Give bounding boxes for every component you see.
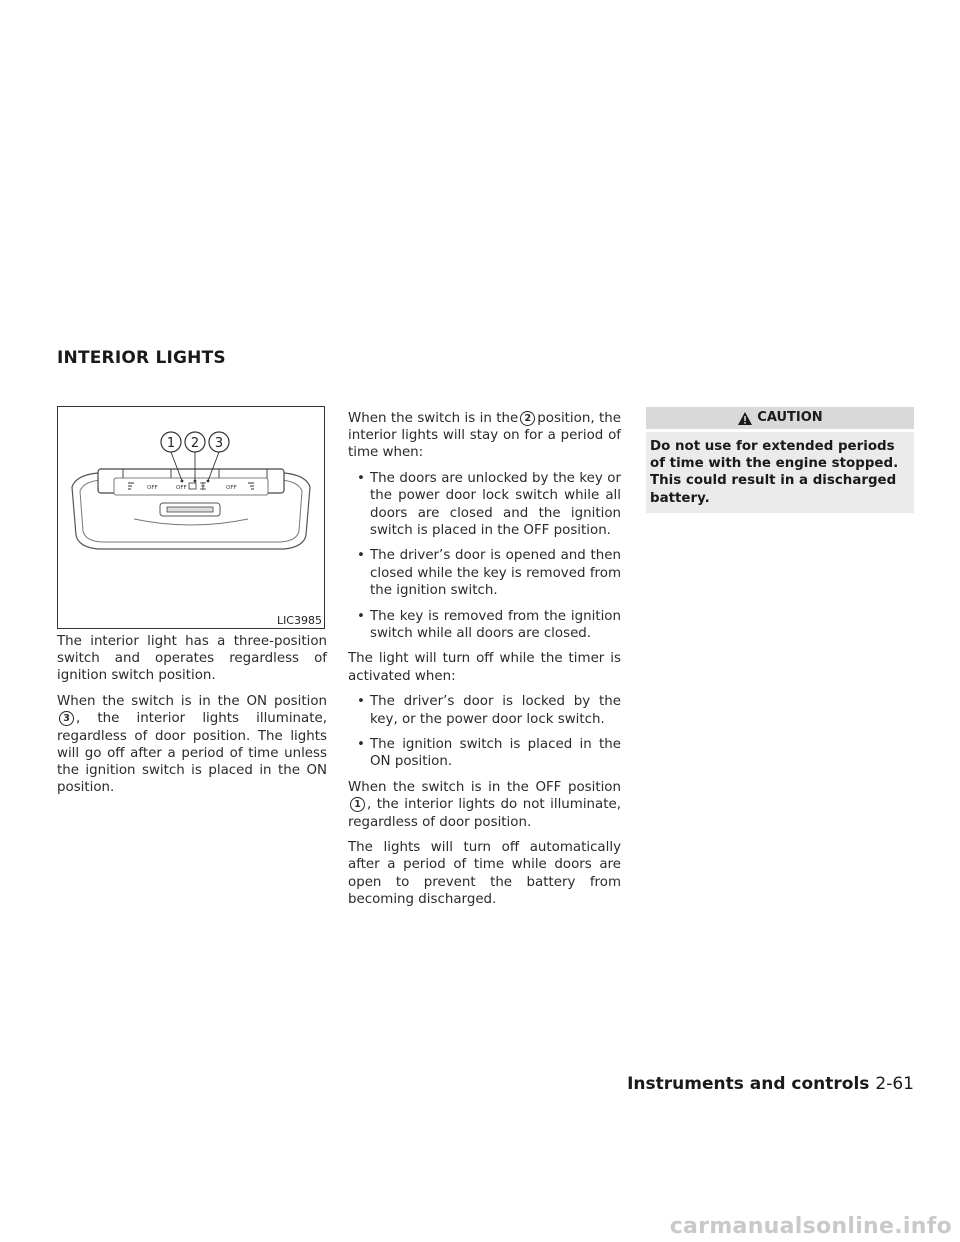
callout-number-badge: 2 <box>520 411 535 426</box>
callout-3: 3 <box>214 436 224 451</box>
interior-light-figure <box>57 406 325 629</box>
paragraph: The interior light has a three-position switch and operates regardless of ignition switch position. <box>57 634 327 684</box>
text-span: When the switch is in the ON position <box>57 694 327 710</box>
warning-triangle-icon <box>737 411 753 426</box>
callout-number-badge: 3 <box>59 711 74 726</box>
text-span: position, the interior lights will stay on for a period of time when: <box>348 411 621 461</box>
column-2 <box>348 410 621 917</box>
paragraph: The lights will turn off automatically after a period of time while doors are open to prevent the battery from becoming discharged. <box>348 840 621 907</box>
paragraph: The light will turn off while the timer is activated when: <box>348 651 621 684</box>
switch-label: OFF <box>147 485 158 491</box>
section-title: INTERIOR LIGHTS <box>57 348 226 368</box>
text-span: When the switch is in the OFF position <box>348 780 621 796</box>
switch-label: OFF <box>226 485 237 491</box>
switch-label: OFF <box>176 485 187 491</box>
list-item: • The ignition switch is placed in the ON position. <box>348 736 621 770</box>
page-number: 2-61 <box>875 1074 914 1094</box>
list-item: • The driver’s door is locked by the key, or the power door lock switch. <box>348 693 621 727</box>
overhead-console-illustration <box>58 407 324 628</box>
bullet-list <box>348 470 621 642</box>
list-item: • The doors are unlocked by the key or the power door lock switch while all doors are closed and the ignition switch is placed in the OFF position. <box>348 470 621 539</box>
caution-box <box>646 407 914 513</box>
bullet-list <box>348 693 621 770</box>
text-span: , the interior lights illuminate, regardless of door position. The lights will go off after a period of time unless the ignition switch is placed in the ON position. <box>57 711 327 796</box>
paragraph <box>57 693 327 796</box>
text-span: , the interior lights do not illuminate, regardless of door position. <box>348 797 621 830</box>
caution-header <box>646 407 914 429</box>
paragraph <box>348 779 621 831</box>
caution-title: CAUTION <box>757 410 823 426</box>
page-footer <box>627 1074 914 1094</box>
callout-1: 1 <box>166 436 176 451</box>
list-item: • The key is removed from the ignition switch while all doors are closed. <box>348 608 621 642</box>
footer-section: Instruments and controls <box>627 1074 870 1094</box>
callout-number-badge: 1 <box>350 797 365 812</box>
text-span: When the switch is in the <box>348 411 519 426</box>
column-1 <box>57 633 327 805</box>
figure-label: LIC3985 <box>276 614 322 627</box>
caution-text: Do not use for extended periods of time with the engine stopped. This could result in a discharged battery. <box>646 432 914 513</box>
watermark: carmanualsonline.info <box>669 1214 952 1239</box>
paragraph <box>348 410 621 462</box>
callout-2: 2 <box>190 436 200 451</box>
list-item: • The driver’s door is opened and then closed while the key is removed from the ignition switch. <box>348 547 621 599</box>
